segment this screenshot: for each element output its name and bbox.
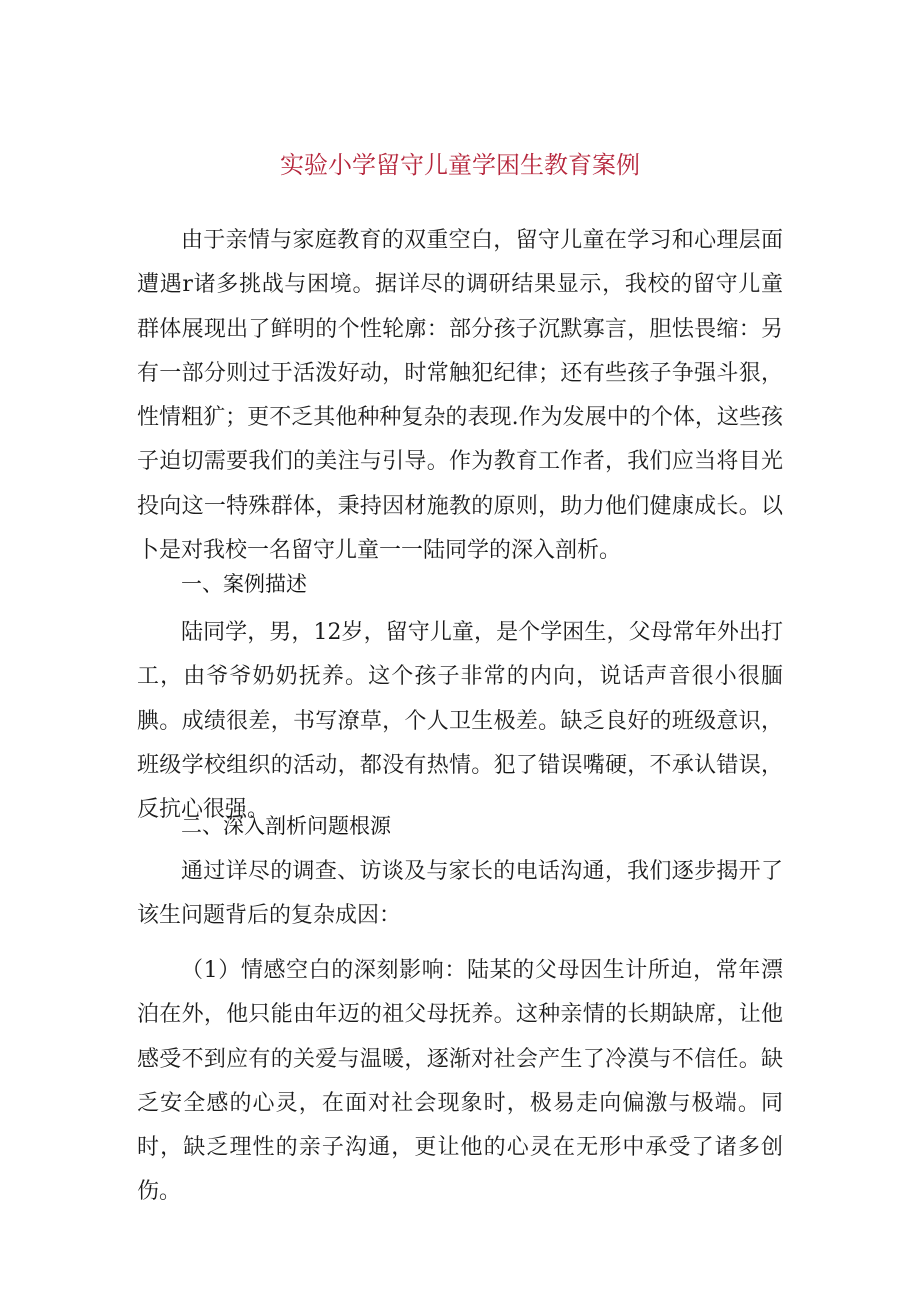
intro-paragraph [137, 219, 783, 573]
case-description-paragraph [137, 611, 783, 832]
section-heading-case-description: 一、案例描述 [181, 572, 307, 596]
case-description-text: 陆同学，男，12岁，留守儿童，是个学困生，父母常年外出打工，由爷爷奶奶抚养。这个孩子非常的内向，说话声音很小很腼腆。成绩很差，书写潦草，个人卫生极差。缺乏良好的班级意识，班级学校组织的活动，都没有热情。犯了错误嘴硬，不承认错误，反抗心很强。 [137, 620, 783, 823]
analysis-point-1-paragraph [137, 949, 783, 1215]
document-title: 实验小学留守儿童学困生教育案例 [280, 151, 640, 179]
analysis-intro-text: 通过详尽的调查、访谈及与家长的电话沟通，我们逐步揭开了该生问题背后的复杂成因： [137, 859, 783, 929]
analysis-point-1-text: （1）情感空白的深刻影响：陆某的父母因生计所迫，常年漂泊在外，他只能由年迈的祖父母抚养。这种亲情的长期缺席，让他感受不到应有的关爱与温暖，逐渐对社会产生了冷漠与不信任。缺乏安全感的心灵，在面对社会现象时，极易走向偏激与极端。同时，缺乏理性的亲子沟通，更让他的心灵在无形中承受了诸多创伤。 [137, 958, 783, 1205]
section-heading-problem-analysis: 二、深入剖析问题根源 [181, 814, 391, 838]
analysis-intro-paragraph [137, 850, 783, 939]
intro-paragraph-text: 由于亲情与家庭教育的双重空白，留守儿童在学习和心理层面遭遇r诸多挑战与困境。据详尽的调研结果显示，我校的留守儿童群体展现出了鲜明的个性轮廓：部分孩子沉默寡言，胆怯畏缩：另有一部分则过于活泼好动，时常触犯纪律；还有些孩子争强斗狠，性情粗犷；更不乏其他种种复杂的表现.作为发展中的个体，这些孩子迫切需要我们的美注与引导。作为教育工作者，我们应当将目光投向这一特殊群体，秉持因材施教的原则，助力他们健康成长。以卜是对我校一名留守儿童一一陆同学的深入剖析。 [137, 228, 783, 564]
